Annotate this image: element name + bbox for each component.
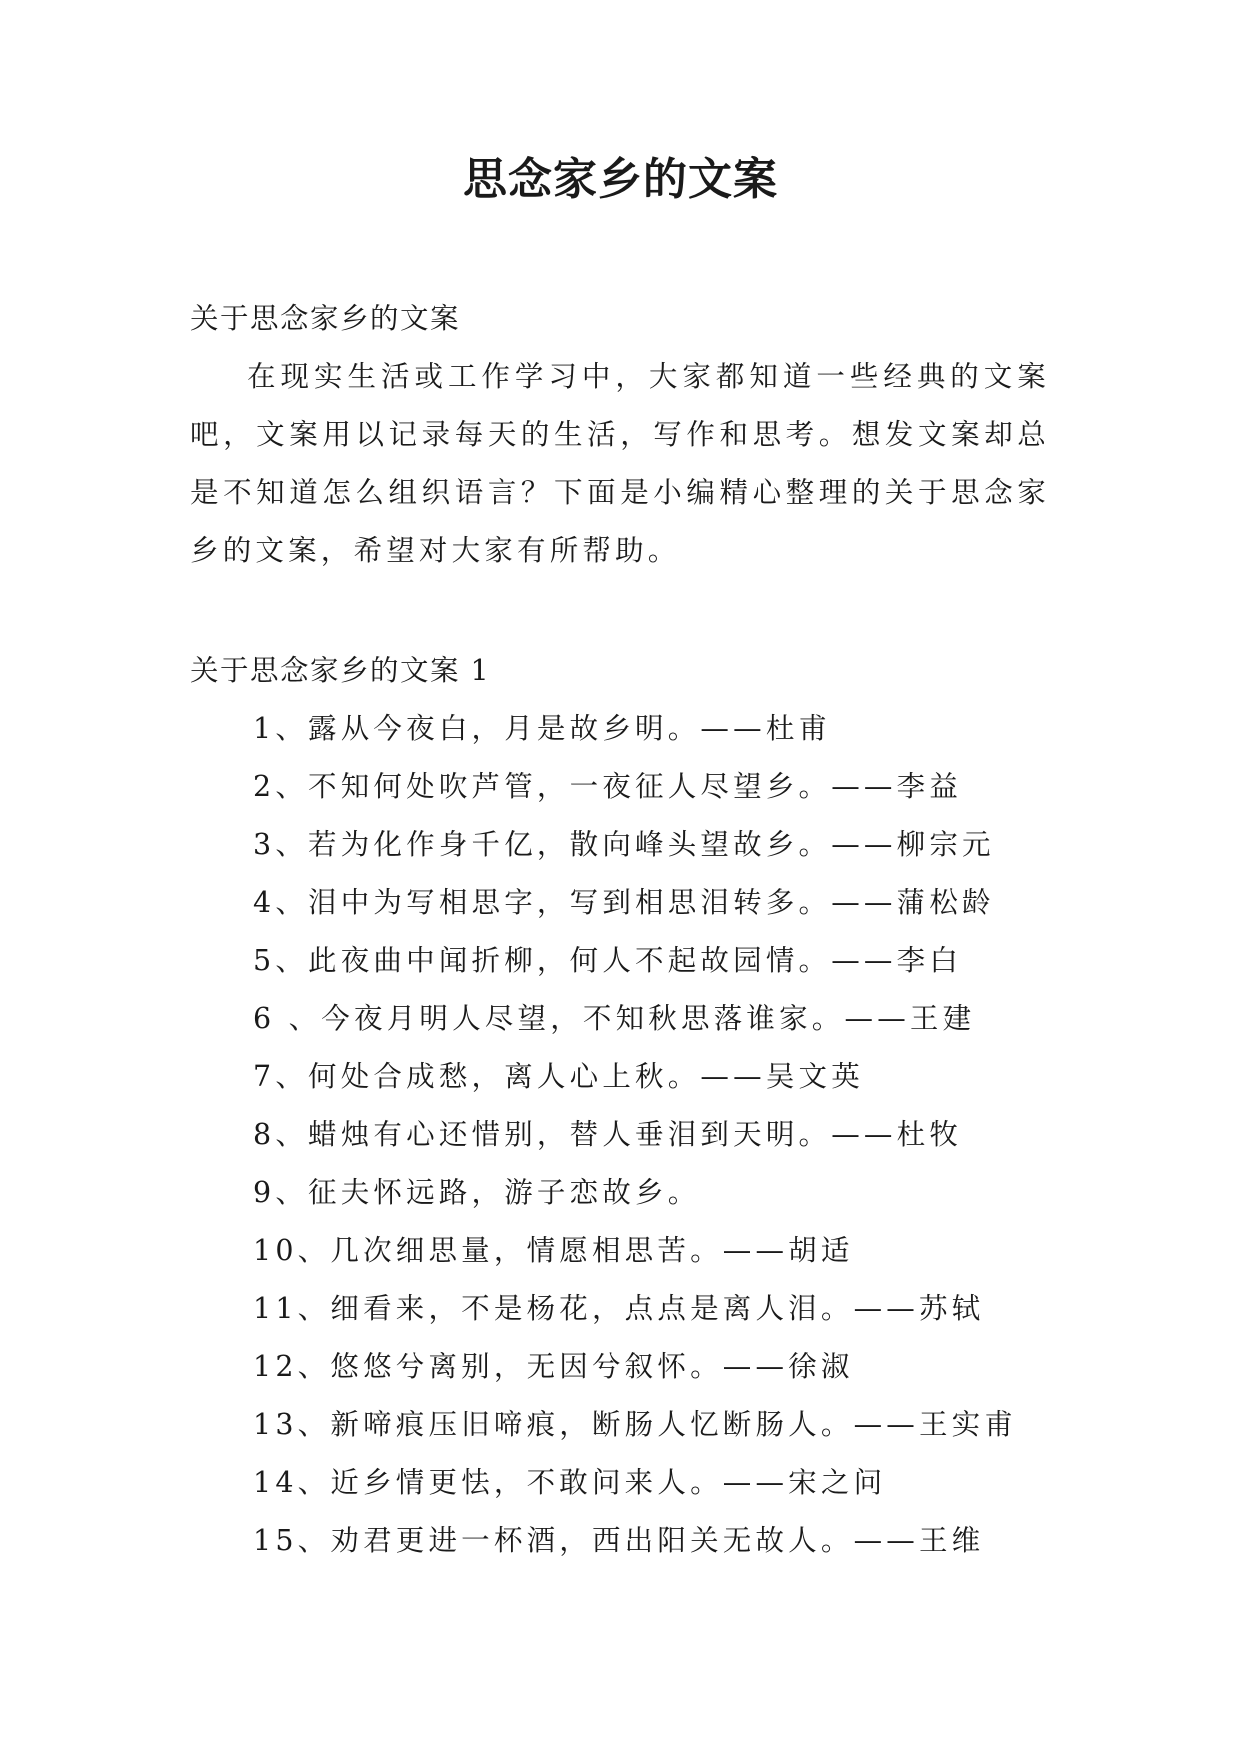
section-heading: 关于思念家乡的文案 1 xyxy=(190,654,491,687)
quote-list xyxy=(190,700,1050,1570)
quote-item: 11、细看来，不是杨花，点点是离人泪。——苏轼 xyxy=(253,1292,985,1325)
quote-item: 8、蜡烛有心还惜别，替人垂泪到天明。——杜牧 xyxy=(253,1118,963,1151)
quote-item: 6 、今夜月明人尽望，不知秋思落谁家。——王建 xyxy=(253,1002,976,1035)
quote-item: 1、露从今夜白，月是故乡明。——杜甫 xyxy=(253,712,832,745)
quote-item: 12、悠悠兮离别，无因兮叙怀。——徐淑 xyxy=(253,1350,854,1383)
intro-heading: 关于思念家乡的文案 xyxy=(190,302,461,335)
quote-item: 4、泪中为写相思字，写到相思泪转多。——蒲松龄 xyxy=(253,886,995,919)
quote-item: 7、何处合成愁，离人心上秋。——吴文英 xyxy=(253,1060,864,1093)
quote-item: 14、近乡情更怯，不敢问来人。——宋之问 xyxy=(253,1466,887,1499)
document-title: 思念家乡的文案 xyxy=(463,154,778,205)
quote-item: 15、劝君更进一杯酒，西出阳关无故人。——王维 xyxy=(253,1524,985,1557)
quote-item: 3、若为化作身千亿，散向峰头望故乡。——柳宗元 xyxy=(253,828,995,861)
quote-item: 10、几次细思量，情愿相思苦。——胡适 xyxy=(253,1234,854,1267)
quote-item: 2、不知何处吹芦管，一夜征人尽望乡。——李益 xyxy=(253,770,963,803)
quote-item: 5、此夜曲中闻折柳，何人不起故园情。——李白 xyxy=(253,944,963,977)
quote-item: 9、征夫怀远路，游子恋故乡。 xyxy=(253,1176,701,1209)
quote-item: 13、新啼痕压旧啼痕，断肠人忆断肠人。——王实甫 xyxy=(253,1408,1018,1441)
document-body xyxy=(190,290,1050,1570)
intro-paragraph: 在现实生活或工作学习中，大家都知道一些经典的文案吧，文案用以记录每天的生活，写作和思考。想发文案却总是不知道怎么组织语言？下面是小编精心整理的关于思念家乡的文案，希望对大家有所帮助。 xyxy=(190,360,1050,567)
